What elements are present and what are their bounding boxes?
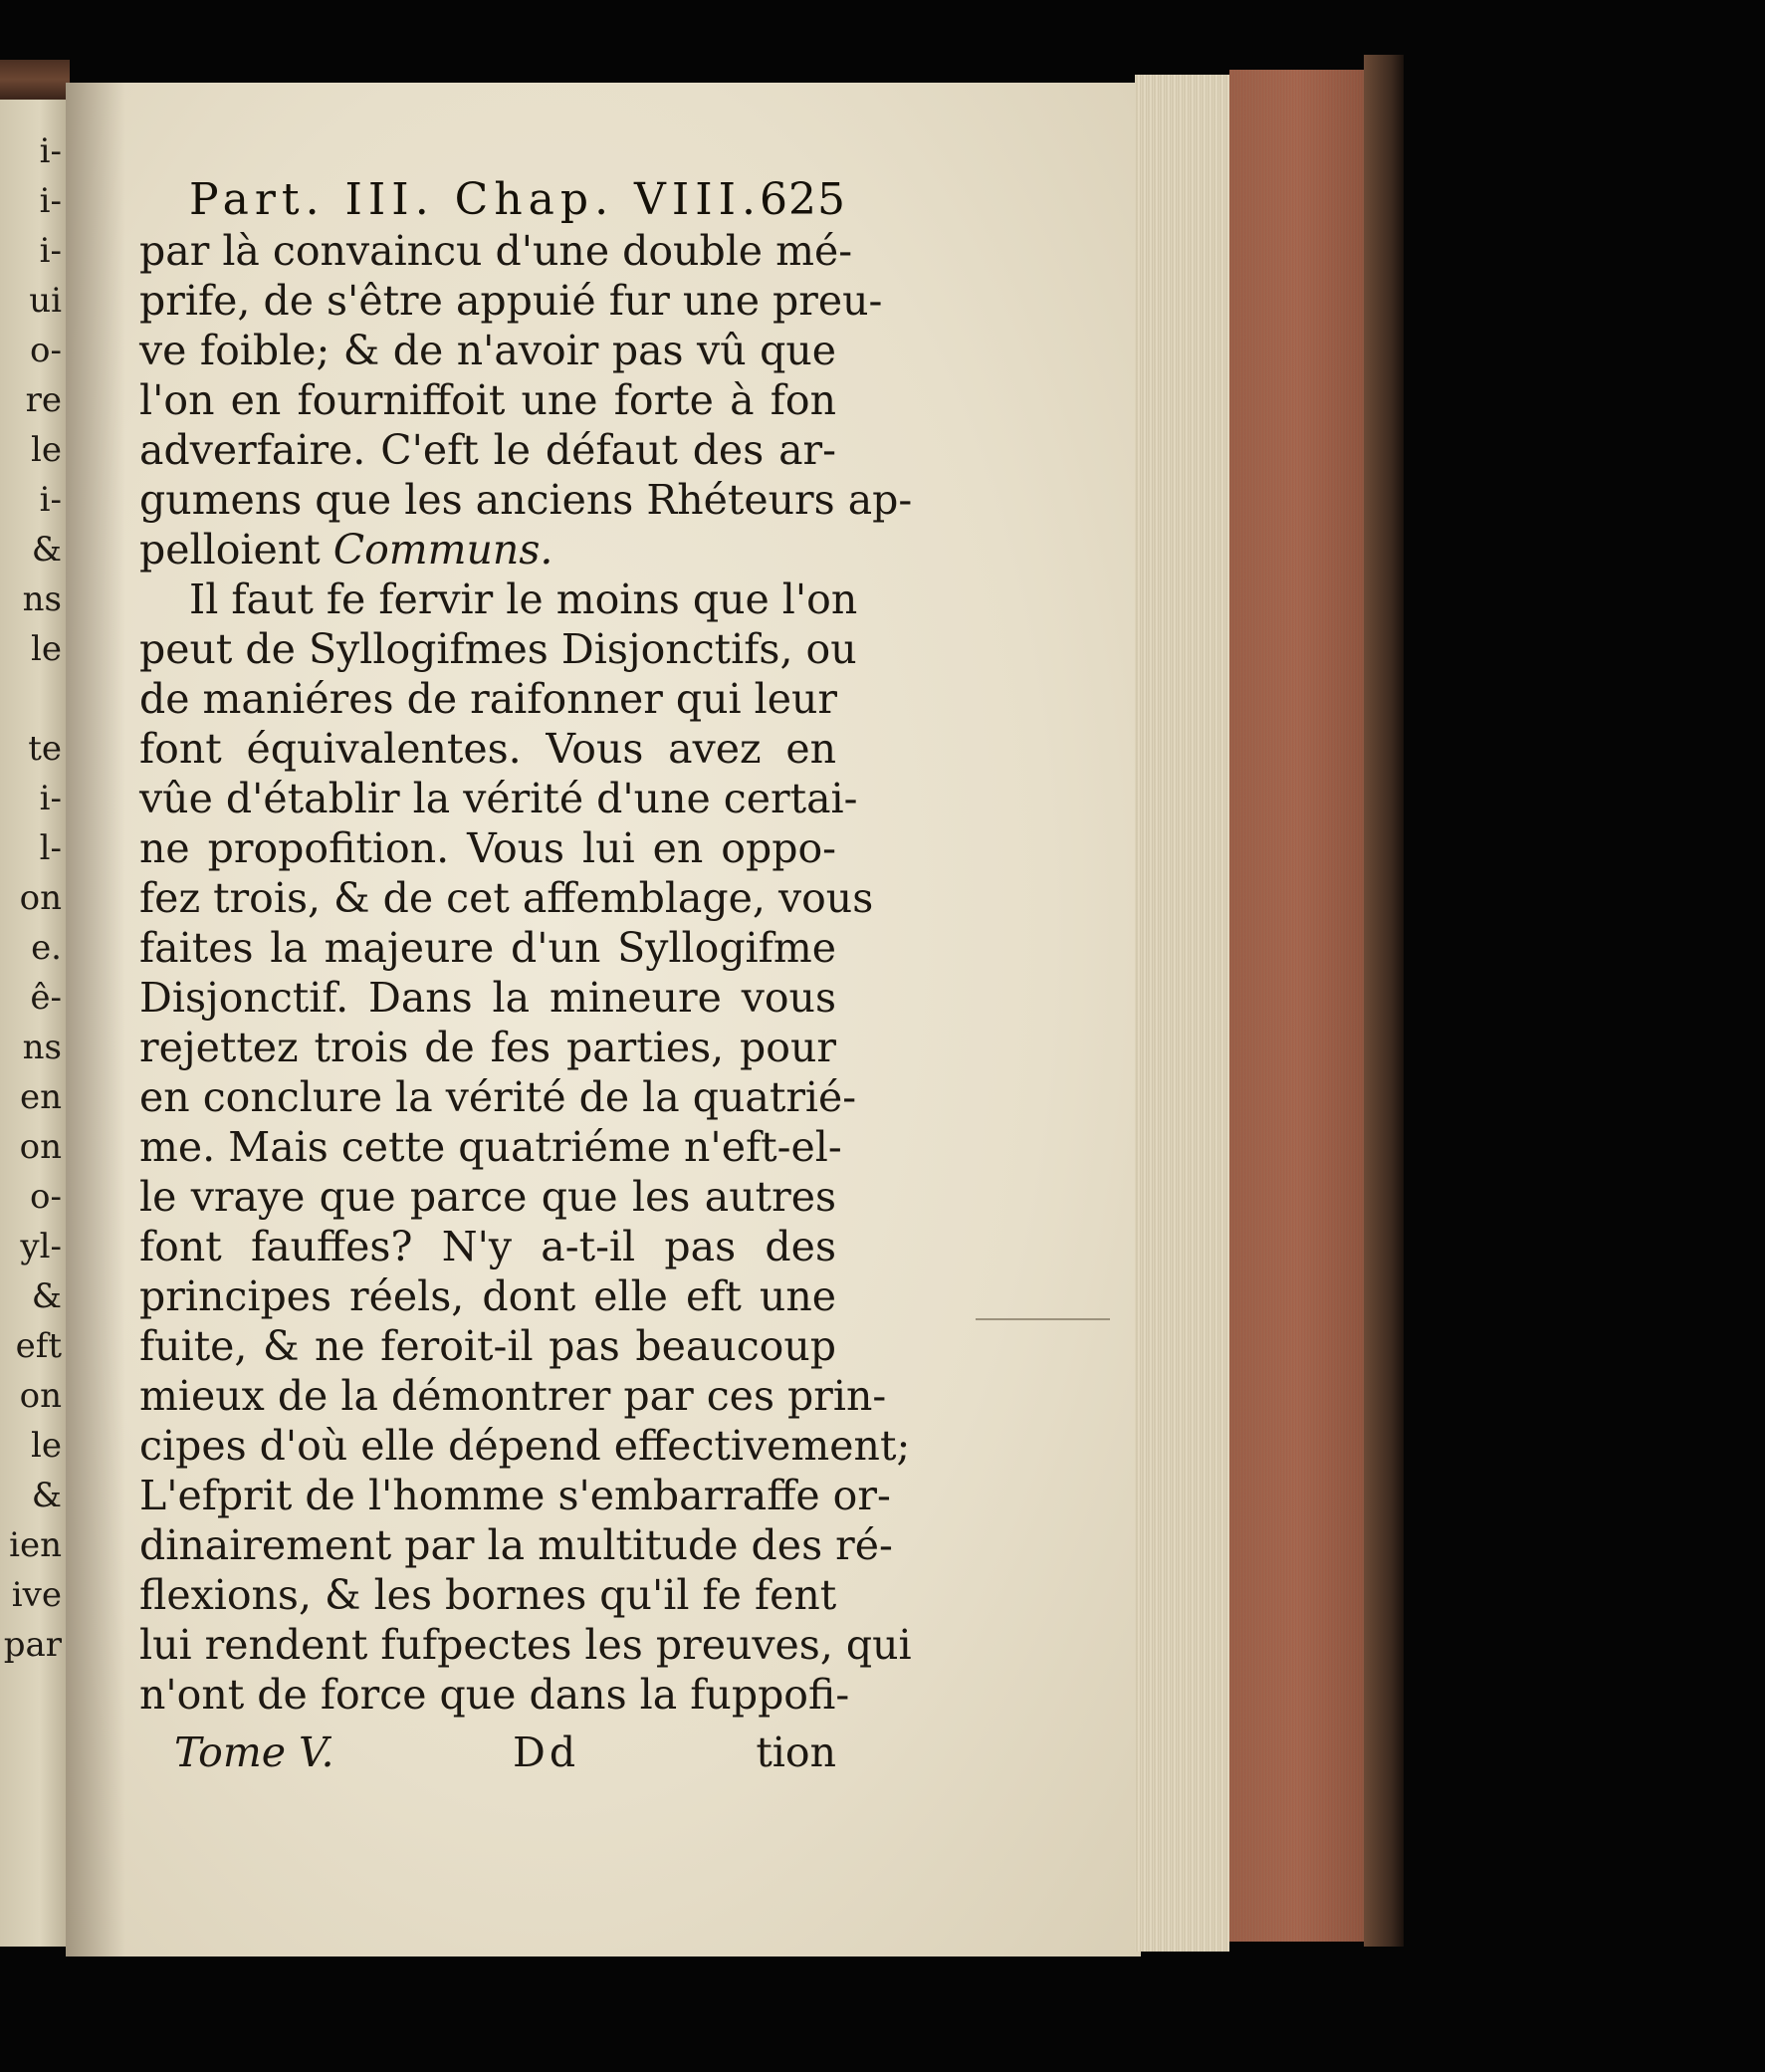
text-line: cipes d'où elle dépend effectivement;: [139, 1422, 911, 1470]
facing-page-fragment: te: [28, 729, 62, 769]
facing-page-fragment: on: [19, 878, 62, 918]
facing-page-fragment: ns: [22, 1028, 62, 1067]
text-line: l'on en fourniffoit une forte à fon: [139, 376, 836, 424]
text-line: mieux de la démontrer par ces prin-: [139, 1372, 887, 1420]
text-line: prife, de s'être appuié fur une preu-: [139, 277, 883, 325]
page-gutter-shadow: [66, 83, 125, 1957]
text-line: adverfaire. C'eft le défaut des ar-: [139, 426, 836, 474]
page-stack-edges: [1135, 75, 1229, 1952]
text-line: flexions, & les bornes qu'il fe fent: [139, 1571, 837, 1619]
facing-page-fragment: &: [31, 1276, 62, 1316]
text-line: le vraye que parce que les autres: [139, 1173, 836, 1221]
text-line: gumens que les anciens Rhéteurs ap-: [139, 476, 913, 524]
text-line: de maniéres de raifonner qui leur: [139, 675, 838, 723]
text-line: en conclure la vérité de la quatrié-: [139, 1073, 857, 1121]
text-line: Il faut fe fervir le moins que l'on: [189, 576, 858, 623]
facing-page-fragment: &: [31, 1476, 62, 1515]
facing-page-fragment: en: [19, 1077, 62, 1117]
red-sprinkled-fore-edge: [1229, 70, 1364, 1942]
facing-page-fragment: eft: [15, 1326, 62, 1366]
text-line: me. Mais cette quatriéme n'eft-el-: [139, 1123, 842, 1171]
facing-page-fragment: ien: [9, 1525, 62, 1565]
facing-page-fragment: ê-: [30, 978, 62, 1018]
facing-page-fragment: i-: [39, 779, 62, 818]
text-line: n'ont de force que dans la fuppofi-: [139, 1671, 850, 1719]
text-line: vûe d'établir la vérité d'une certai-: [139, 775, 858, 822]
facing-page-fragment: i-: [39, 181, 62, 221]
text-line: dinairement par la multitude des ré-: [139, 1521, 893, 1569]
facing-page-fragment: &: [31, 530, 62, 570]
text-line: faites la majeure d'un Syllogifme: [139, 924, 836, 972]
text-line: ve foible; & de n'avoir pas vû que: [139, 327, 836, 374]
volume-mark: Tome V.: [174, 1728, 334, 1776]
book-spine-top: [0, 60, 70, 100]
running-head: [189, 174, 846, 225]
facing-page-fragment: e.: [31, 928, 62, 968]
facing-page-fragment: ui: [29, 281, 62, 321]
text-line: peut de Syllogifmes Disjonctifs, ou: [139, 625, 857, 673]
facing-page-edge: [0, 95, 69, 1947]
page-number: 625: [760, 174, 846, 225]
text-line: rejettez trois de fes parties, pour: [139, 1024, 836, 1071]
text-line: Disjonctif. Dans la mineure vous: [139, 974, 836, 1022]
text-line: principes réels, dont elle eft une: [139, 1272, 836, 1320]
facing-page-fragment: le: [31, 430, 62, 470]
facing-page-fragment: ns: [22, 579, 62, 619]
facing-page-fragment: o-: [30, 331, 62, 370]
text-line: font fauffes? N'y a-t-il pas des: [139, 1223, 836, 1270]
text-line: par là convaincu d'une double mé-: [139, 227, 853, 275]
page-footer: [174, 1728, 836, 1778]
facing-page-fragment: le: [31, 629, 62, 669]
text-line: fuite, & ne feroit-il pas beaucoup: [139, 1322, 836, 1370]
facing-page-fragment: on: [19, 1376, 62, 1416]
facing-page-fragment: ive: [11, 1575, 62, 1615]
facing-page-fragment: re: [25, 380, 62, 420]
facing-page-fragment: i-: [39, 480, 62, 520]
text-line: lui rendent fufpectes les preuves, qui: [139, 1621, 912, 1669]
text-line: font équivalentes. Vous avez en: [139, 725, 836, 773]
facing-page-fragment: i-: [39, 231, 62, 271]
facing-page-fragment: le: [31, 1426, 62, 1466]
stray-pencil-mark: [976, 1318, 1110, 1320]
facing-page-fragment: o-: [30, 1177, 62, 1217]
text-line: ne propofition. Vous lui en oppo-: [139, 824, 836, 872]
facing-page-fragment: i-: [39, 131, 62, 171]
signature-mark: Dd: [513, 1728, 580, 1776]
running-head-title: Part. III. Chap. VIII.: [189, 174, 762, 225]
text-line: pelloient Communs.: [139, 526, 553, 574]
text-line: L'efprit de l'homme s'embarraffe or-: [139, 1472, 891, 1519]
book-cover-edge: [1364, 55, 1404, 1947]
facing-page-fragment: on: [19, 1127, 62, 1167]
facing-page-fragment: par: [3, 1625, 62, 1665]
facing-page-fragment: yl-: [20, 1227, 62, 1266]
text-line: fez trois, & de cet affemblage, vous: [139, 874, 874, 922]
facing-page-fragment: l-: [39, 828, 62, 868]
catchword: tion: [756, 1728, 836, 1776]
